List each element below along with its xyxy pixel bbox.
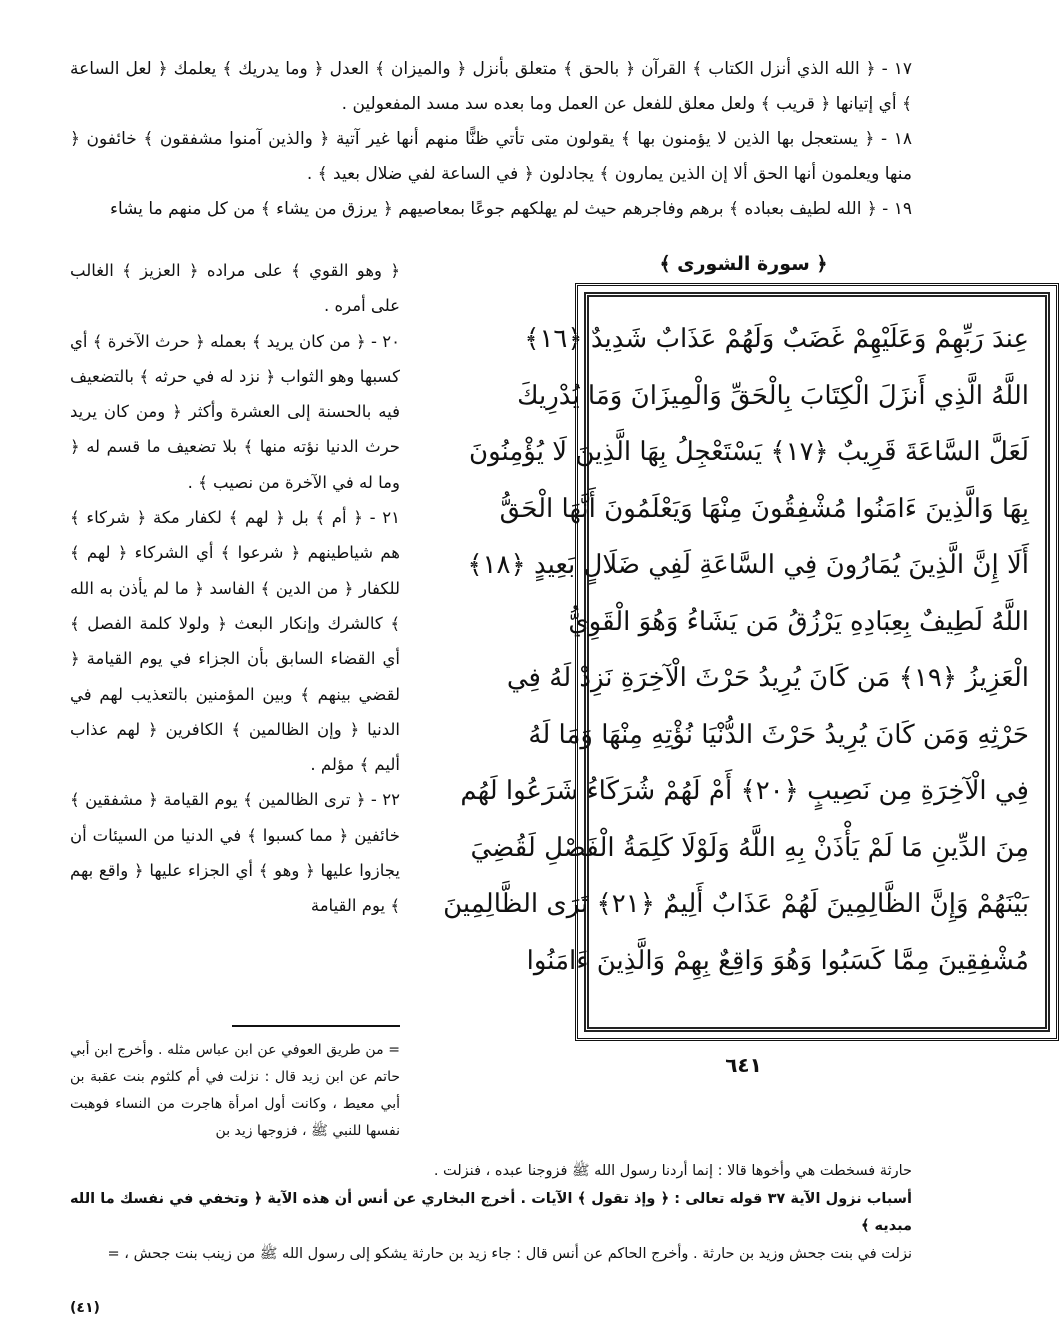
quran-line: اللَّهُ الَّذِي أَنزَلَ الْكِتَابَ بِالْحَقِّ وَالْمِيزَانَ وَمَا يُدْرِيكَ [517,380,1029,411]
footnote-left: = من طريق العوفي عن ابن عباس مثله . وأخرج ابن أبي حاتم عن ابن زيد قال : نزلت في أم كلثوم بنت عقبة بن أبي معيط ، وكانت أول امرأة هاجرت من النساء فوهبت نفسها للنبي ﷺ ، فزوجها زيد بن [70,1042,400,1139]
quran-line: بِهَا وَالَّذِينَ ءَامَنُوا مُشْفِقُونَ مِنْهَا وَيَعْلَمُونَ أَنَّهَا الْحَقُّ [499,493,1029,524]
commentary-paragraph: ٢٢ - ﴿ ترى الظالمين ﴾ يوم القيامة ﴿ مشفقين ﴾ خائفين ﴿ مما كسبوا ﴾ في الدنيا من السيئات أن يجازوا عليها ﴿ وهو ﴾ أي الجزاء عليها ﴿ واقع بهم ﴾ يوم القيامة [70,790,400,916]
commentary-verse-17: ١٧ - ﴿ الله الذي أنزل الكتاب ﴾ القرآن ﴿ بالحق ﴾ متعلق بأنزل ﴿ والميزان ﴾ العدل ﴿ وما يدريك ﴾ يعلمك ﴿ لعل الساعة ﴾ أي إتيانها ﴿ قريب ﴾ ولعل معلق للفعل عن العمل وما بعده سد مسد المفعولين . [70,59,912,114]
commentary-paragraph: ٢١ - ﴿ أم ﴾ بل ﴿ لهم ﴾ لكفار مكة ﴿ شركاء ﴾ هم شياطينهم ﴿ شرعوا ﴾ أي الشركاء ﴿ لهم ﴾ للكفار ﴿ من الدين ﴾ الفاسد ﴿ ما لم يأذن به الله ﴾ كالشرك وإنكار البعث ﴿ ولولا كلمة الفصل ﴾ أي القضاء السابق بأن الجزاء في يوم القيامة ﴿ لقضي بينهم ﴾ وبين المؤمنين بالتعذيب لهم في الدنيا ﴿ وإن الظالمين ﴾ الكافرين ﴿ لهم عذاب أليم ﴾ مؤلم . [70,508,400,775]
quran-text [443,311,1029,989]
quran-line: حَرْثِهِ وَمَن كَانَ يُرِيدُ حَرْثَ الدُّنْيَا نُؤْتِهِ مِنْهَا وَمَا لَهُ [528,719,1029,750]
surah-title: ﴿ سورة الشورى ﴾ [659,253,828,275]
commentary-paragraph: ﴿ وهو القوي ﴾ على مراده ﴿ العزيز ﴾ الغالب على أمره . [70,261,400,316]
mushaf-column [443,253,1029,1077]
footnote-line: نزلت في بنت جحش وزيد بن حارثة . وأخرج الحاكم عن أنس قال : جاء زيد بن حارثة يشكو إلى رسول الله ﷺ من زينب بنت جحش ، = [107,1245,912,1262]
quran-line: مِنَ الدِّينِ مَا لَمْ يَأْذَنْ بِهِ اللَّهُ وَلَوْلَا كَلِمَةُ الْفَصْلِ لَقُضِيَ [470,832,1029,863]
quran-frame [443,283,1059,1041]
quran-line: لَعَلَّ السَّاعَةَ قَرِيبٌ ﴿١٧﴾ يَسْتَعْجِلُ بِهَا الَّذِينَ لَا يُؤْمِنُونَ [469,437,1029,467]
quran-line: اللَّهُ لَطِيفٌ بِعِبَادِهِ يَرْزُقُ مَن يَشَاءُ وَهُوَ الْقَوِيُّ [568,606,1029,637]
commentary-verse-18: ١٨ - ﴿ يستعجل بها الذين لا يؤمنون بها ﴾ يقولون متى تأتي ظنًّا منهم أنها غير آتية ﴿ والذين آمنوا مشفقون ﴾ خائفون ﴿ منها ويعلمون أنها الحق ألا إن الذين يمارون ﴾ يجادلون ﴿ في الساعة لفي ضلال بعيد ﴾ . [70,129,912,184]
mushaf-page-number: ٦٤١ [725,1053,762,1077]
quran-line: عِندَ رَبِّهِمْ وَعَلَيْهِمْ غَضَبٌ وَلَهُمْ عَذَابٌ شَدِيدٌ ﴿١٦﴾ [524,324,1029,354]
top-commentary [70,52,912,227]
quran-line: فِي الْآخِرَةِ مِن نَصِيبٍ ﴿٢٠﴾ أَمْ لَهُمْ شُرَكَاءُ شَرَعُوا لَهُم [460,776,1029,806]
side-commentary [70,253,400,924]
signature-mark: (٤١) [70,1300,100,1316]
commentary-paragraph: ٢٠ - ﴿ من كان يريد ﴾ بعمله ﴿ حرث الآخرة ﴾ أي كسبها وهو الثواب ﴿ نزد له في حرثه ﴾ بالتضعيف فيه بالحسنة إلى العشرة وأكثر ﴿ ومن كان يريد حرث الدنيا نؤته منها ﴾ بلا تضعيف ما قسم له ﴿ وما له في الآخرة من نصيب ﴾ . [70,331,400,492]
quran-frame-inner [443,292,1050,1032]
quran-line: بَيْنَهُمْ وَإِنَّ الظَّالِمِينَ لَهُمْ عَذَابٌ أَلِيمٌ ﴿٢١﴾ تَرَى الظَّالِمِينَ [443,889,1029,919]
footnote-line: حارثة فسخطت هي وأخوها قالا : إنما أردنا رسول الله ﷺ فزوجنا عبده ، فنزلت . [433,1163,912,1179]
quran-line: أَلَا إِنَّ الَّذِينَ يُمَارُونَ فِي السَّاعَةِ لَفِي ضَلَالٍ بَعِيدٍ ﴿١٨﴾ [467,550,1029,580]
quran-line: الْعَزِيزُ ﴿١٩﴾ مَن كَانَ يُرِيدُ حَرْثَ الْآخِرَةِ نَزِدْ لَهُ فِي [506,663,1029,693]
footnote-bottom [70,1158,912,1268]
footnote-divider [232,1025,400,1027]
commentary-verse-19: ١٩ - ﴿ الله لطيف بعباده ﴾ برهم وفاجرهم حيث لم يهلكهم جوعًا بمعاصيهم ﴿ يرزق من يشاء ﴾ من كل منهم ما يشاء [109,199,912,219]
footnote-line: أسباب نزول الآية ٣٧ قوله تعالى : ﴿ وإذ تقول ﴾ الآيات . أخرج البخاري عن أنس أن هذه الآية ﴿ وتخفي في نفسك ما الله مبديه ﴾ [70,1190,912,1234]
quran-line: مُشْفِقِينَ مِمَّا كَسَبُوا وَهُوَ وَاقِعٌ بِهِمْ وَالَّذِينَ ءَامَنُوا [526,945,1029,976]
